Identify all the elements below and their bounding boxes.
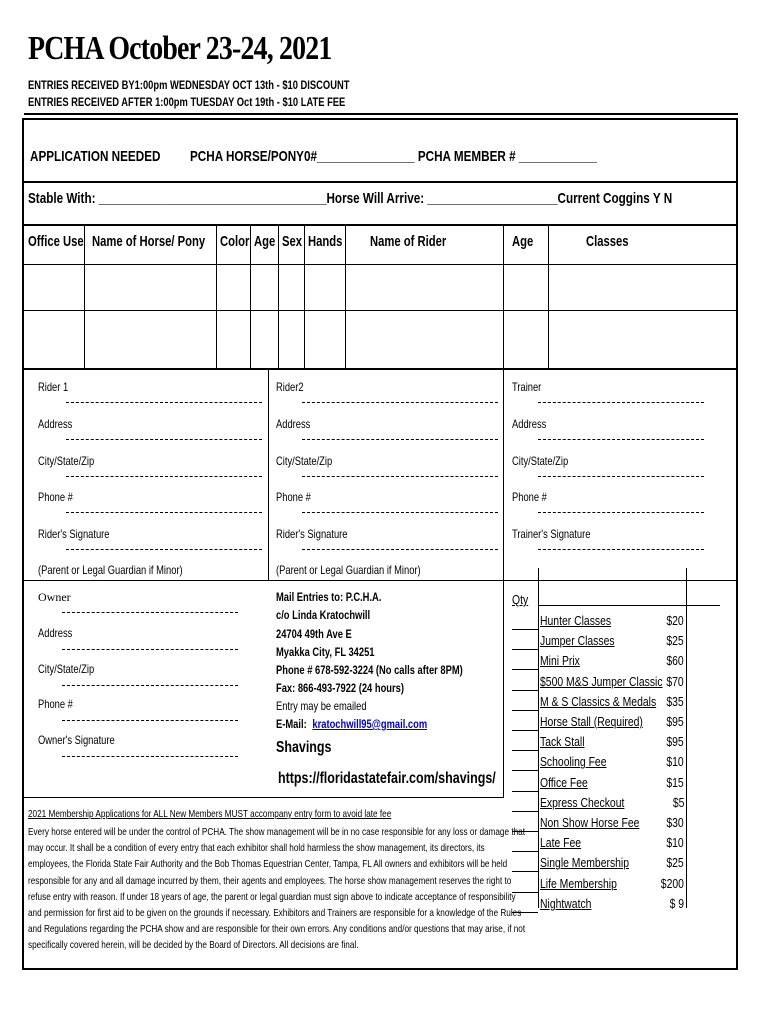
trainer-address-label: Address xyxy=(512,417,547,431)
rider2-signature-label: Rider's Signature xyxy=(276,527,348,541)
rider1-phone-label: Phone # xyxy=(38,490,73,504)
rider2-address-line[interactable] xyxy=(302,439,498,440)
fee-price: $200 xyxy=(660,875,684,891)
rider1-address-line[interactable] xyxy=(66,439,262,440)
fee-price: $60 xyxy=(666,653,684,669)
terms-line: responsible for any and all damage incurred by them, their agents and employees. The horse show management reserves the right to xyxy=(28,874,512,887)
fee-price: $20 xyxy=(666,613,684,628)
fee-row[interactable] xyxy=(512,751,718,771)
qty-label: Qty xyxy=(512,592,529,607)
fee-row[interactable] xyxy=(512,812,718,832)
shavings-heading: Shavings xyxy=(276,739,332,756)
rider2-guardian-note: (Parent or Legal Guardian if Minor) xyxy=(276,563,421,577)
owner-city-label: City/State/Zip xyxy=(38,662,95,676)
rider1-city-label: City/State/Zip xyxy=(38,454,95,468)
mail-line-2: c/o Linda Kratochwill xyxy=(276,608,371,622)
col-office-use: Office Use xyxy=(28,233,84,250)
fee-name: Nightwatch xyxy=(540,895,592,911)
terms-line: may occur. It shall be a condition of every entry that each exhibitor shall hold harmless the show management, its directors, its xyxy=(28,842,485,855)
fee-name: Tack Stall xyxy=(540,734,585,750)
rider1-phone-line[interactable] xyxy=(66,512,262,513)
fee-name: Schooling Fee xyxy=(540,754,607,770)
trainer-city-label: City/State/Zip xyxy=(512,454,569,468)
fee-name: Single Membership xyxy=(540,855,630,871)
mail-phone: Phone # 678-592-3224 (No calls after 8PM) xyxy=(276,663,463,677)
fee-name: Express Checkout xyxy=(540,794,625,810)
fee-price: $15 xyxy=(666,774,684,790)
fee-name: Hunter Classes xyxy=(540,613,612,628)
rider1-signature-label: Rider's Signature xyxy=(38,527,110,541)
rider2-phone-label: Phone # xyxy=(276,490,311,504)
fee-name: Non Show Horse Fee xyxy=(540,815,640,830)
trainer-phone-label: Phone # xyxy=(512,490,547,504)
horse-member-number-field[interactable]: PCHA HORSE/PONY0#_______________ PCHA MEMBER # ____________ xyxy=(190,148,597,165)
rider1-name-line[interactable] xyxy=(66,402,262,403)
terms-line: specifically covered herein, will be decided by the Board of Directors. All decisions are final. xyxy=(28,939,359,952)
header-rule xyxy=(24,113,738,115)
fee-row[interactable] xyxy=(512,731,718,751)
fee-price: $25 xyxy=(666,633,684,649)
fee-price: $95 xyxy=(666,714,684,729)
email-link[interactable]: kratochwill95@gmail.com xyxy=(312,717,428,731)
rider2-address-label: Address xyxy=(276,417,311,431)
fee-row[interactable] xyxy=(512,691,718,711)
trainer-address-line[interactable] xyxy=(538,439,704,440)
col-color: Color xyxy=(220,233,250,250)
terms-line: employees, the Florida State Fair Authority and the Bob Thomas Equestrian Center, Tampa, FL All owners and exhibitors will be held xyxy=(28,858,508,871)
mail-line-3: 24704 49th Ave E xyxy=(276,627,352,641)
trainer-name-line[interactable] xyxy=(538,402,704,403)
fee-name: Mini Prix xyxy=(540,653,580,669)
trainer-signature-line[interactable] xyxy=(538,549,704,550)
rider2-heading: Rider2 xyxy=(276,380,304,394)
late-entry-notice: ENTRIES RECEIVED AFTER 1:00pm TUESDAY Oct 19th - $10 LATE FEE xyxy=(28,95,346,109)
terms-line: Every horse entered will be under the control of PCHA. The show management will be in no case responsible for any loss or damage that xyxy=(28,826,525,838)
rider2-signature-line[interactable] xyxy=(302,549,498,550)
owner-address-label: Address xyxy=(38,626,73,640)
mail-email-note: Entry may be emailed xyxy=(276,699,367,713)
rider1-address-label: Address xyxy=(38,417,73,431)
fee-name: $500 M&S Jumper Classic xyxy=(540,673,663,689)
rider2-name-line[interactable] xyxy=(302,402,498,403)
fee-row[interactable] xyxy=(512,893,718,913)
fee-name: M & S Classics & Medals xyxy=(540,693,657,709)
trainer-heading: Trainer xyxy=(512,380,542,394)
fee-row[interactable] xyxy=(512,792,718,812)
shavings-url[interactable]: https://floridastatefair.com/shavings/ xyxy=(278,770,496,787)
owner-phone-label: Phone # xyxy=(38,697,73,711)
rider2-city-line[interactable] xyxy=(302,476,498,477)
fee-name: Horse Stall (Required) xyxy=(540,714,643,729)
fee-row[interactable] xyxy=(512,852,718,872)
fee-row[interactable] xyxy=(512,832,718,852)
owner-heading: Owner xyxy=(38,590,71,604)
owner-signature-line[interactable] xyxy=(62,756,238,757)
fee-price: $70 xyxy=(666,673,684,689)
fee-price: $30 xyxy=(666,815,684,830)
mail-fax: Fax: 866-493-7922 (24 hours) xyxy=(276,681,404,695)
trainer-signature-label: Trainer's Signature xyxy=(512,527,591,541)
fee-price: $95 xyxy=(666,734,684,750)
fee-price: $10 xyxy=(666,835,684,851)
page-title: PCHA October 23-24, 2021 xyxy=(28,30,332,67)
fee-price: $10 xyxy=(666,754,684,770)
fee-row[interactable] xyxy=(512,772,718,792)
divider xyxy=(24,181,736,183)
rider1-city-line[interactable] xyxy=(66,476,262,477)
terms-line: and Regulations regarding the PCHA show and are responsible for their own errors. Any conditions and/or questions that may arise, if not xyxy=(28,923,526,936)
fee-row[interactable] xyxy=(512,671,718,691)
fee-row[interactable] xyxy=(512,630,718,650)
fee-row[interactable] xyxy=(512,711,718,731)
early-entry-notice: ENTRIES RECEIVED BY1:00pm WEDNESDAY OCT 13th - $10 DISCOUNT xyxy=(28,78,350,92)
fee-price: $ 9 xyxy=(669,895,684,911)
fee-name: Late Fee xyxy=(540,835,582,851)
fee-price: $5 xyxy=(672,794,684,810)
col-sex: Sex xyxy=(282,233,303,250)
email-label: E-Mail: xyxy=(276,717,307,731)
terms-line: refuse entry with reason. If under 18 years of age, the parent or legal guardian must sign above to indicate acceptance of responsibility xyxy=(28,890,516,903)
mail-line-1: Mail Entries to: P.C.H.A. xyxy=(276,590,382,604)
mail-line-4: Myakka City, FL 34251 xyxy=(276,645,375,659)
rider2-phone-line[interactable] xyxy=(302,512,498,513)
terms-line: and permission for first aid to be given on the grounds if necessary. Exhibitors and Trainers are responsible for a knowledge of the Rules xyxy=(28,907,522,919)
fee-price: $35 xyxy=(666,693,684,709)
fee-name: Life Membership xyxy=(540,875,617,891)
trainer-city-line[interactable] xyxy=(538,476,704,477)
rider2-city-label: City/State/Zip xyxy=(276,454,333,468)
owner-address-line[interactable] xyxy=(62,649,238,650)
rider1-guardian-note: (Parent or Legal Guardian if Minor) xyxy=(38,563,183,577)
col-hands: Hands xyxy=(308,233,343,250)
fee-row[interactable] xyxy=(512,873,718,893)
rider1-signature-line[interactable] xyxy=(66,549,262,550)
fee-row[interactable] xyxy=(512,650,718,670)
fee-row[interactable] xyxy=(512,610,718,630)
fee-name: Office Fee xyxy=(540,774,588,790)
col-age: Age xyxy=(254,233,276,250)
col-rider-age: Age xyxy=(512,233,534,250)
col-classes: Classes xyxy=(586,233,629,250)
owner-name-line[interactable] xyxy=(62,612,238,613)
trainer-phone-line[interactable] xyxy=(538,512,704,513)
fee-name: Jumper Classes xyxy=(540,633,615,649)
owner-phone-line[interactable] xyxy=(62,720,238,721)
col-horse-name: Name of Horse/ Pony xyxy=(92,233,206,250)
owner-city-line[interactable] xyxy=(62,685,238,686)
stable-arrival-coggins-field[interactable]: Stable With: ___________________________________Horse Will Arrive: ____________________Current Coggins Y N xyxy=(28,190,673,207)
fee-price: $25 xyxy=(666,855,684,871)
mail-email-row xyxy=(276,717,427,731)
rider1-heading: Rider 1 xyxy=(38,380,69,394)
application-needed-label: APPLICATION NEEDED xyxy=(30,148,161,165)
col-rider-name: Name of Rider xyxy=(370,233,447,250)
membership-notice: 2021 Membership Applications for ALL New Members MUST accompany entry form to avoid late fee xyxy=(28,808,392,820)
owner-signature-label: Owner's Signature xyxy=(38,733,115,747)
